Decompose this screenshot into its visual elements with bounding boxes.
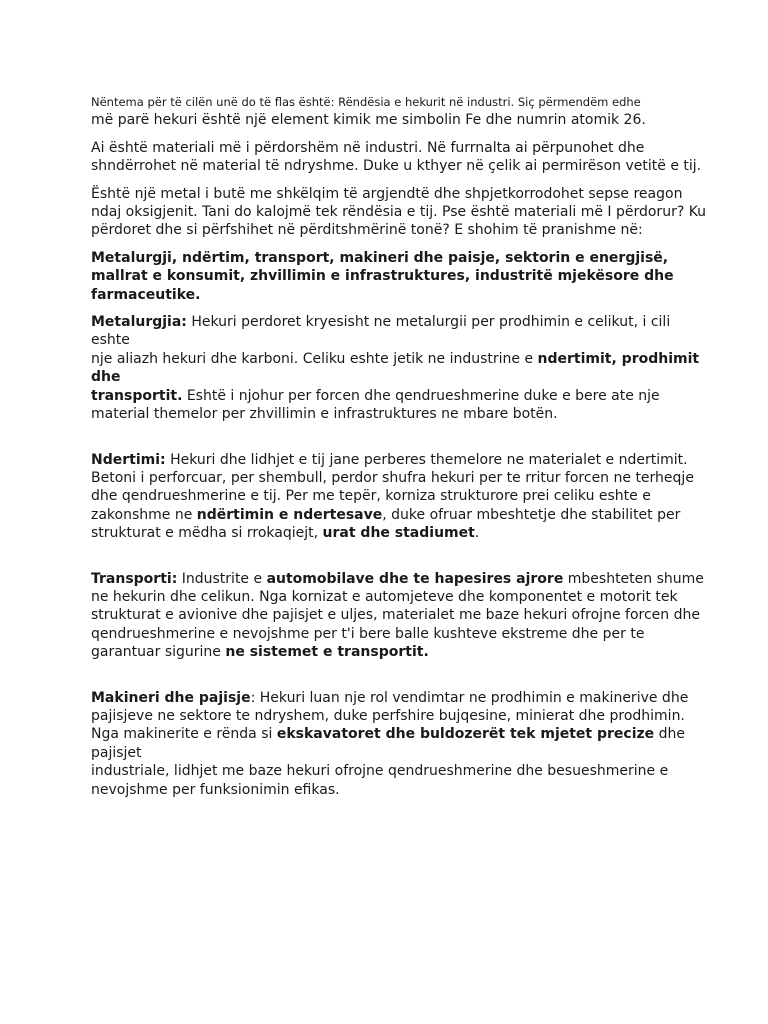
ndertimi-bold-1: ndërtimin e ndertesave xyxy=(196,506,383,523)
transporti-section xyxy=(91,570,708,662)
sectors-list-text: Metalurgji, ndërtim, transport, makineri dhe paisje, sektorin e energjisë, mallrat e konsumit, zhvillimin e infrastruktures, industritë mjekësore dhe farmaceutike. xyxy=(91,249,674,303)
transporti-bold-1: automobilave dhe te hapesires ajrore xyxy=(266,570,564,587)
metalurgjia-bold-2: transportit. xyxy=(91,387,183,404)
metalurgjia-bold-1: ndertimit, prodhimit dhe xyxy=(91,350,700,386)
intro-text-tail: përmendëm edhe xyxy=(538,95,641,109)
transporti-text-1: Industrite e xyxy=(177,570,267,587)
makineri-text-2: dhe pajisjet xyxy=(91,726,685,761)
spacer xyxy=(91,433,708,451)
ndertimi-text-3: zakonshme ne xyxy=(91,506,197,523)
ndertimi-text-1: Hekuri dhe lidhjet e tij jane perberes themelore ne materialet e ndertimit. xyxy=(165,451,688,468)
metalurgjia-text-2: nje aliazh hekuri dhe karboni. Celiku eshte jetik ne industrine e xyxy=(91,350,538,367)
makineri-label: Makineri dhe pajisje xyxy=(91,689,251,706)
intro-paragraph xyxy=(91,93,708,130)
intro-text-rest: më parë hekuri është një element kimik me simbolin Fe dhe numrin atomik 26. xyxy=(91,112,646,129)
metalurgjia-section xyxy=(91,313,708,423)
sectors-list-paragraph xyxy=(91,249,708,304)
metalurgjia-text-1: Hekuri perdoret kryesisht ne metalurgii per prodhimin e celikut, i cili eshte xyxy=(91,314,671,349)
ndertimi-text-5: strukturat e mëdha si rrokaqiejt, xyxy=(91,525,323,542)
ndertimi-text-2: Betoni i perforcuar, per shembull, perdor shufra hekuri per te rritur forcen ne terheqje dhe qendrueshmerine e tij. Per me tepër, korniza strukturore prei celiku eshte e xyxy=(91,469,694,505)
ndertimi-section xyxy=(91,451,708,543)
ndertimi-bold-2: urat dhe stadiumet xyxy=(322,525,475,542)
makineri-section xyxy=(91,689,708,799)
makineri-text-1: : Hekuri luan nje rol vendimtar ne prodhimin e makinerive dhe pajisjeve ne sektore te ndryshem, duke perfshire bujqesine, minierat dhe prodhimin. Nga makinerite e rënda si xyxy=(91,689,689,743)
ndertimi-text-4: , duke ofruar mbeshtetje dhe stabilitet per xyxy=(382,506,681,523)
spacer xyxy=(91,671,708,689)
makineri-text-3: industriale, lidhjet me baze hekuri ofrojne qendrueshmerine dhe besueshmerine e nevojshme per funksionimin efikas. xyxy=(91,763,669,798)
spacer xyxy=(91,552,708,570)
transporti-label: Transporti: xyxy=(91,570,178,587)
metalurgjia-text-3: Eshtë i njohur per forcen dhe qendrueshmerine duke e bere ate nje material themelor per zhvillimin e infrastruktures ne mbare botën. xyxy=(91,387,660,423)
materials-paragraph: Ai është materiali më i përdorshëm në industri. Në furrnalta ai përpunohet dhe shndërrohet në material të ndryshme. Duke u kthyer në çelik ai permirëson vetitë e tij. xyxy=(91,139,702,175)
transporti-bold-2: ne sistemet e transportit. xyxy=(225,644,429,661)
ndertimi-text-6: . xyxy=(474,525,480,542)
makineri-bold-1: ekskavatoret dhe buldozerët tek mjetet precize xyxy=(276,726,655,743)
transporti-text-2: mbeshteten shume ne hekurin dhe celikun. Nga kornizat e automjeteve dhe komponentet e motorit tek strukturat e avionive dhe pajisjet e uljes, materialet me baze hekuri ofrojne forcen dhe qendrueshmerine e nevojshme per t'i bere balle kushteve ekstreme dhe per te garantuar sigurine xyxy=(91,570,704,661)
properties-paragraph: Është një metal i butë me shkëlqim të argjendtë dhe shpjetkorrodohet sepse reagon ndaj oksigjenit. Tani do kalojmë tek rëndësia e tij. Pse është materiali më I përdorur? Ku përdoret dhe si përfshihet në përditshmërinë tonë? E shohim të pranishme në: xyxy=(91,185,707,239)
intro-text-small: Nëntema për të cilën unë do të flas është: Rëndësia e hekurit në industri. Siç xyxy=(91,95,539,109)
ndertimi-label: Ndertimi: xyxy=(91,451,166,468)
metalurgjia-label: Metalurgjia: xyxy=(91,314,187,331)
